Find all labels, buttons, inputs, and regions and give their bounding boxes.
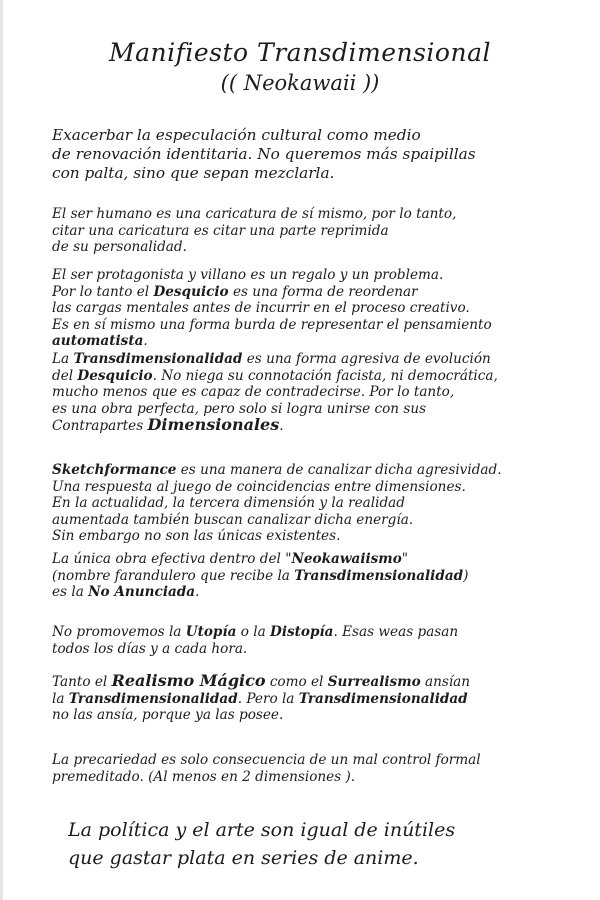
emphasis-word: Dimensionales [147, 417, 280, 434]
paragraph-2 [52, 206, 552, 256]
text-line [52, 384, 552, 401]
text-line [52, 551, 552, 568]
text-run: las cargas mentales antes de incurrir en el proceso creativo. [52, 300, 470, 316]
text-line: que gastar plata en series de anime. [68, 847, 419, 869]
paragraph-3 [52, 267, 552, 350]
title-line: Manifiesto Transdimensional [109, 38, 491, 67]
text-line [52, 368, 552, 385]
text-run: o la [236, 624, 271, 640]
text-run: Contrapartes [52, 418, 148, 434]
text-run: aumentada también buscan canalizar dicha energía. [52, 511, 414, 528]
subtitle-close: )) [356, 71, 380, 95]
text-line [52, 267, 552, 284]
text-line: citar una caricatura es citar una parte reprimida [52, 222, 389, 239]
text-line [52, 401, 552, 418]
text-run: todos los días y a cada hora. [52, 640, 248, 657]
emphasis-word: Neokawaiismo [291, 551, 402, 567]
text-line [52, 641, 552, 658]
text-run: es una forma agresiva de evolución [242, 351, 491, 367]
emphasis-word: Distopía [270, 624, 334, 640]
text-line [52, 462, 552, 479]
emphasis-word: Transdimensionalidad [68, 690, 238, 707]
text-line: Exacerbar la especulación cultural como medio [52, 126, 421, 144]
paragraph-1 [52, 126, 552, 183]
text-line [52, 512, 552, 529]
emphasis-word: Desquicio [153, 283, 229, 300]
emphasis-word: automatista [52, 333, 144, 349]
paragraph-9 [52, 752, 552, 785]
text-line: La política y el arte son igual de inútiles [68, 819, 456, 841]
text-line: premeditado. (Al menos en 2 dimensiones ). [52, 768, 356, 785]
text-run: Tanto el [52, 674, 112, 690]
text-line [52, 317, 552, 334]
text-run: El ser protagonista y villano es un regalo y un problema. [52, 267, 444, 283]
text-line: con palta, sino que sepan mezclarla. [52, 164, 335, 182]
text-line [52, 284, 552, 301]
text-line [52, 333, 552, 350]
subtitle-name: Neokawaii [243, 71, 357, 95]
text-run: . No niega su connotación facista, ni democrática, [152, 367, 498, 384]
text-line [52, 300, 552, 317]
paragraph-5 [52, 462, 552, 545]
paragraph-10 [68, 816, 568, 872]
text-run: ) [463, 567, 469, 584]
text-line [52, 568, 552, 585]
text-run: Por lo tanto el [52, 283, 154, 300]
emphasis-word: Transdimensionalidad [298, 690, 468, 707]
text-run: La única obra efectiva dentro del " [52, 551, 292, 567]
text-line: El ser humano es una caricatura de sí mismo, por lo tanto, [52, 206, 457, 222]
text-line [52, 351, 552, 368]
text-run: . Esas weas pasan [333, 624, 459, 640]
subtitle-open: (( [220, 71, 244, 95]
text-run: ansían [420, 674, 471, 690]
text-line [52, 584, 552, 601]
text-line [52, 495, 552, 512]
text-run: . [143, 333, 148, 349]
text-run: como el [265, 674, 328, 690]
text-run: " [401, 551, 409, 567]
text-line [52, 707, 552, 724]
text-run: del [52, 367, 78, 384]
text-line: La precariedad es solo consecuencia de un mal control formal [52, 752, 481, 768]
text-run: (nombre farandulero que recibe la [52, 567, 295, 584]
text-run: Una respuesta al juego de coincidencias entre dimensiones. [52, 478, 466, 495]
text-run: es la [52, 584, 89, 600]
paragraph-8 [52, 673, 552, 724]
emphasis-word: Surrealismo [327, 674, 421, 690]
text-run: . Pero la [237, 690, 299, 707]
text-run: la [52, 690, 69, 707]
text-line [52, 528, 552, 545]
manifesto-title [60, 38, 540, 96]
text-line [52, 673, 552, 691]
paragraph-6 [52, 551, 552, 601]
subtitle-line [60, 70, 540, 96]
text-run: . [195, 584, 200, 600]
emphasis-word: Transdimensionalidad [294, 567, 464, 584]
text-run: Sin embargo no son las únicas existentes. [52, 528, 341, 544]
text-run: . [279, 418, 284, 434]
text-run: es una manera de canalizar dicha agresividad. [176, 462, 502, 478]
emphasis-word: Sketchformance [52, 462, 177, 478]
text-line: de renovación identitaria. No queremos más spaipillas [52, 145, 476, 163]
paragraph-4 [52, 351, 552, 435]
text-run: mucho menos que es capaz de contradecirse. Por lo tanto, [52, 384, 455, 400]
emphasis-word: Desquicio [77, 367, 153, 384]
text-run: Es en sí mismo una forma burda de representar el pensamiento [52, 316, 492, 333]
text-run: es una forma de reordenar [228, 283, 418, 300]
text-run: En la actualidad, la tercera dimensión y la realidad [52, 495, 405, 511]
emphasis-word: No Anunciada [88, 584, 196, 600]
text-line [52, 691, 552, 708]
emphasis-word: Utopía [185, 624, 237, 640]
text-line [52, 417, 552, 435]
text-run: es una obra perfecta, pero solo si logra unirse con sus [52, 400, 427, 417]
text-run: La [52, 351, 74, 367]
text-run: no las ansía, porque ya las posee. [52, 707, 284, 723]
emphasis-word: Realismo Mágico [111, 673, 266, 690]
text-line [52, 479, 552, 496]
paragraph-7 [52, 624, 552, 657]
text-run: No promovemos la [52, 624, 186, 640]
text-line [52, 624, 552, 641]
text-line: de su personalidad. [52, 239, 187, 255]
emphasis-word: Transdimensionalidad [73, 351, 243, 367]
